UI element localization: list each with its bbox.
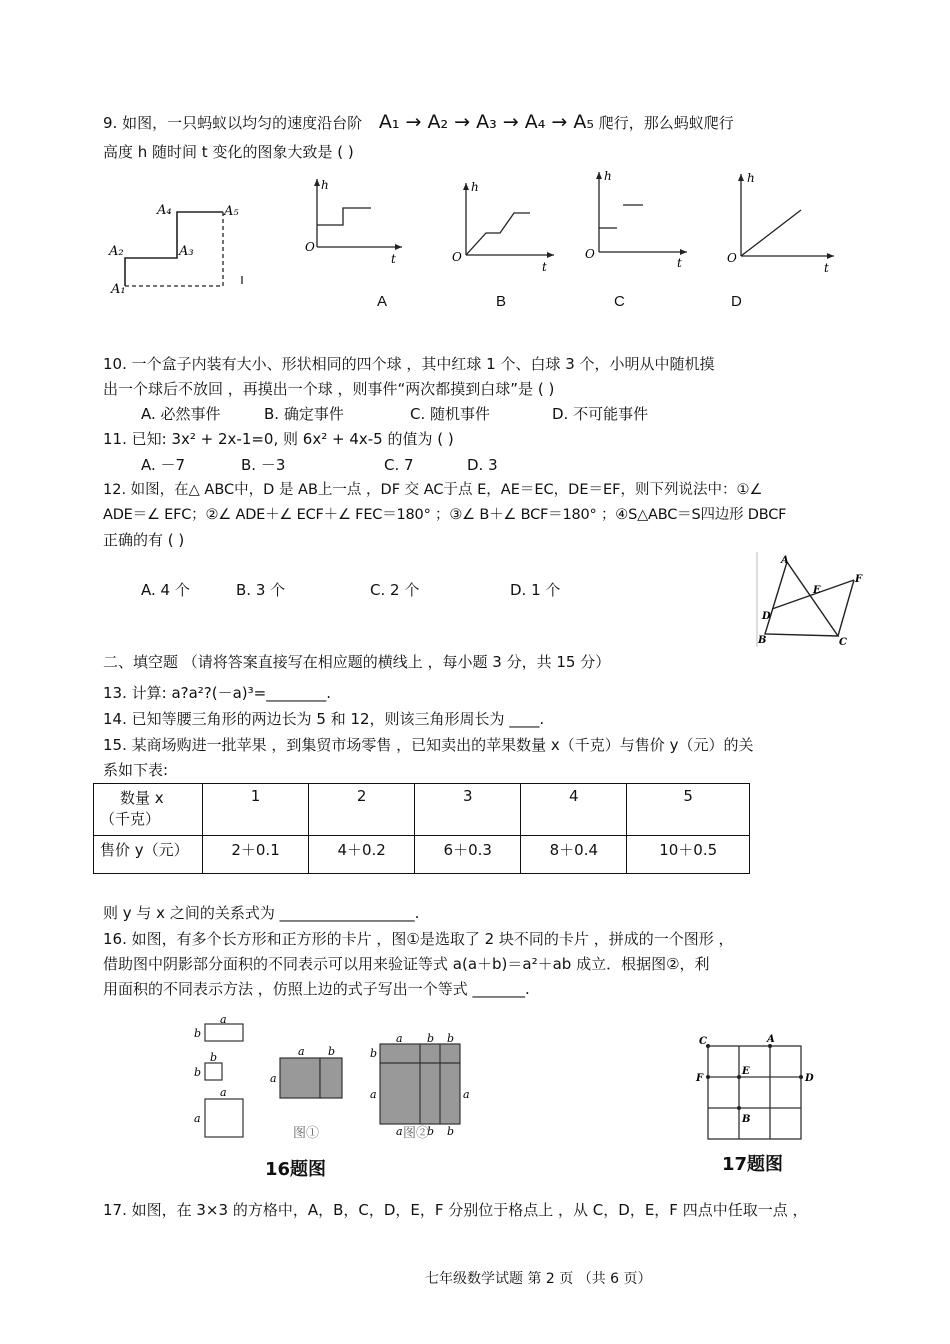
- q16-fig2-a-bottom: a: [396, 1125, 403, 1138]
- q9-graph-a: [305, 175, 405, 275]
- q9-option-a: A: [377, 293, 388, 310]
- q9-line2: 高度 h 随时间 t 变化的图象大致是 ( ): [103, 143, 354, 161]
- q17-grid-figure: [692, 1030, 822, 1145]
- stair-label-a3: A₃: [179, 244, 194, 259]
- q16-fig1-b-top: b: [328, 1045, 336, 1058]
- q16-card2-b-top: b: [210, 1051, 218, 1064]
- q12-option-c: C. 2 个: [370, 581, 420, 599]
- graph-b-origin: O: [452, 250, 462, 264]
- q16-figure: [190, 1014, 490, 1184]
- q16-fig2-a-left: a: [370, 1088, 377, 1101]
- q12-label-d: D: [762, 611, 771, 622]
- q17-label-b: B: [742, 1114, 751, 1125]
- q9-line1: [103, 112, 734, 133]
- q12-label-f: F: [855, 574, 863, 585]
- graph-d-h: h: [747, 171, 755, 185]
- q16-card1-b: b: [194, 1027, 202, 1040]
- q12-label-a: A: [781, 555, 789, 566]
- q15-header-x: [94, 784, 203, 836]
- stair-label-a2: A₂: [109, 244, 124, 259]
- graph-d-origin: O: [727, 251, 737, 265]
- q15-y-cell: 10＋0.5: [627, 836, 750, 874]
- graph-a-origin: O: [305, 240, 315, 254]
- q17-caption: 17题图: [722, 1154, 784, 1175]
- q13-text: 13. 计算: a?a²?(－a)³=________.: [103, 684, 332, 702]
- q17-label-d: D: [805, 1073, 814, 1084]
- graph-b-h: h: [471, 180, 479, 194]
- q15-line1: 15. 某商场购进一批苹果 ，到集贸市场零售 ，已知卖出的苹果数量 x（千克）与售价 y（元）的关: [103, 736, 754, 754]
- q15-y-cell: 4＋0.2: [309, 836, 415, 874]
- q10-line1: 10. 一个盒子内装有大小、形状相同的四个球 ，其中红球 1 个、白球 3 个，小明从中随机摸: [103, 355, 715, 373]
- q10-option-c: C. 随机事件: [410, 405, 491, 423]
- q17-label-c: C: [699, 1036, 707, 1047]
- q15-header-y: 售价 y（元）: [94, 836, 203, 874]
- q11-line1: 11. 已知: 3x² + 2x-1=0, 则 6x² + 4x-5 的值为 ( ): [103, 430, 454, 448]
- q15-y-cell: 6＋0.3: [415, 836, 521, 874]
- q16-fig2-a-top: a: [396, 1032, 403, 1045]
- q10-line2: 出一个球后不放回 ，再摸出一个球 ，则事件“两次都摸到白球”是 ( ): [103, 380, 555, 398]
- q17-label-f: F: [696, 1073, 704, 1084]
- q12-line2: ADE＝∠ EFC；②∠ ADE＋∠ ECF＋∠ FEC＝180° ；③∠ B＋∠ BCF＝180° ；④S△ABC＝S四边形 DBCF: [103, 507, 787, 523]
- q12-line1: 12. 如图，在△ ABC中，D 是 AB上一点 ，DF 交 AC于点 E，AE＝EC，DE＝EF，则下列说法中：①∠: [103, 482, 763, 498]
- page-footer: 七年级数学试题 第 2 页 （共 6 页）: [425, 1271, 652, 1287]
- q11-option-b: B. －3: [241, 456, 286, 474]
- q12-line3: 正确的有 ( ): [103, 531, 185, 549]
- q15-x-cell: 1: [203, 784, 309, 836]
- q9-option-d: D: [731, 293, 742, 310]
- q9-staircase-figure: [105, 198, 255, 303]
- graph-a-t: t: [391, 252, 396, 266]
- q9-text-b: 爬行，那么蚂蚁爬行: [598, 114, 734, 132]
- q15-table-row-y: [94, 836, 750, 874]
- graph-b-t: t: [542, 260, 547, 274]
- q15-table: [93, 783, 750, 874]
- stair-label-a5: A₅: [224, 204, 239, 219]
- q16-fig2-b-bottom2: b: [447, 1125, 455, 1138]
- graph-c-t: t: [677, 256, 682, 270]
- q15-header-x-unit: （千克）: [100, 810, 161, 828]
- q16-caption: 16题图: [265, 1159, 327, 1180]
- graph-d-t: t: [824, 261, 829, 275]
- q16-fig1-a-side: a: [270, 1072, 277, 1085]
- q10-option-b: B. 确定事件: [264, 405, 344, 423]
- q16-fig2-b-bottom1: b: [427, 1125, 435, 1138]
- q9-option-c: C: [614, 293, 625, 310]
- q12-option-b: B. 3 个: [236, 581, 286, 599]
- q16-card1-a: a: [220, 1013, 227, 1026]
- q15-y-cell: 2＋0.1: [203, 836, 309, 874]
- q16-card3-a-top: a: [220, 1086, 227, 1099]
- q15-answer: 则 y 与 x 之间的关系式为 __________________.: [103, 904, 420, 922]
- graph-c-h: h: [604, 169, 612, 183]
- q16-card3-a-side: a: [194, 1112, 201, 1125]
- q16-fig1-a-top: a: [298, 1045, 305, 1058]
- q16-fig2-caption: 图②: [403, 1126, 430, 1141]
- q16-line2: 借助图中阴影部分面积的不同表示可以用来验证等式 a(a＋b)＝a²＋ab 成立．根据图②，利: [103, 955, 710, 973]
- q15-header-x-label: 数量 x: [120, 789, 164, 807]
- q16-line1: 16. 如图，有多个长方形和正方形的卡片 ，图①是选取了 2 块不同的卡片 ，拼成的一个图形 ，: [103, 930, 734, 948]
- q12-option-d: D. 1 个: [510, 581, 561, 599]
- q16-card2-b-side: b: [194, 1066, 202, 1079]
- q16-fig2-b-top1: b: [427, 1032, 435, 1045]
- q17-line1: 17. 如图，在 3×3 的方格中，A，B，C，D，E，F 分别位于格点上 ，从 C，D，E，F 四点中任取一点 ，: [103, 1201, 808, 1219]
- q15-x-cell: 2: [309, 784, 415, 836]
- q16-fig1-caption: 图①: [293, 1126, 320, 1141]
- q15-line2: 系如下表:: [103, 761, 169, 779]
- q16-line3: 用面积的不同表示方法 ，仿照上边的式子写出一个等式 _______.: [103, 980, 530, 998]
- stair-label-a1: A₁: [111, 282, 126, 297]
- q16-fig2-b-top2: b: [447, 1032, 455, 1045]
- q12-label-e: E: [813, 585, 821, 596]
- graph-c-origin: O: [585, 247, 595, 261]
- q11-option-c: C. 7: [384, 456, 414, 474]
- q15-x-cell: 5: [627, 784, 750, 836]
- q15-x-cell: 4: [521, 784, 627, 836]
- q9-graph-c: [585, 168, 695, 273]
- q12-option-a: A. 4 个: [141, 581, 190, 599]
- q15-y-cell: 8＋0.4: [521, 836, 627, 874]
- q9-text-a: 9. 如图，一只蚂蚁以均匀的速度沿台阶: [103, 114, 363, 132]
- q15-x-cell: 3: [415, 784, 521, 836]
- q12-label-b: B: [758, 635, 767, 646]
- stair-label-a4: A₄: [157, 203, 172, 218]
- q14-text: 14. 已知等腰三角形的两边长为 5 和 12，则该三角形周长为 ____.: [103, 710, 545, 728]
- q12-label-c: C: [839, 637, 847, 648]
- q9-graph-d: [727, 170, 842, 275]
- graph-a-h: h: [321, 178, 329, 192]
- q9-graph-b: [452, 175, 562, 275]
- q12-triangle-figure: [756, 552, 866, 647]
- q9-path: A₁ → A₂ → A₃ → A₄ → A₅: [378, 111, 594, 133]
- q11-option-a: A. －7: [141, 456, 186, 474]
- q16-fig2-a-right: a: [463, 1088, 470, 1101]
- q10-option-a: A. 必然事件: [141, 405, 221, 423]
- q15-table-row-x: [94, 784, 750, 836]
- q17-label-e: E: [742, 1066, 750, 1077]
- q17-label-a: A: [767, 1034, 775, 1045]
- q11-option-d: D. 3: [467, 456, 498, 474]
- q16-fig2-b-left: b: [370, 1047, 378, 1060]
- section2-title: 二、填空题 （请将答案直接写在相应题的横线上 ，每小题 3 分，共 15 分）: [103, 653, 611, 671]
- q9-option-b: B: [496, 293, 507, 310]
- q10-option-d: D. 不可能事件: [552, 405, 649, 423]
